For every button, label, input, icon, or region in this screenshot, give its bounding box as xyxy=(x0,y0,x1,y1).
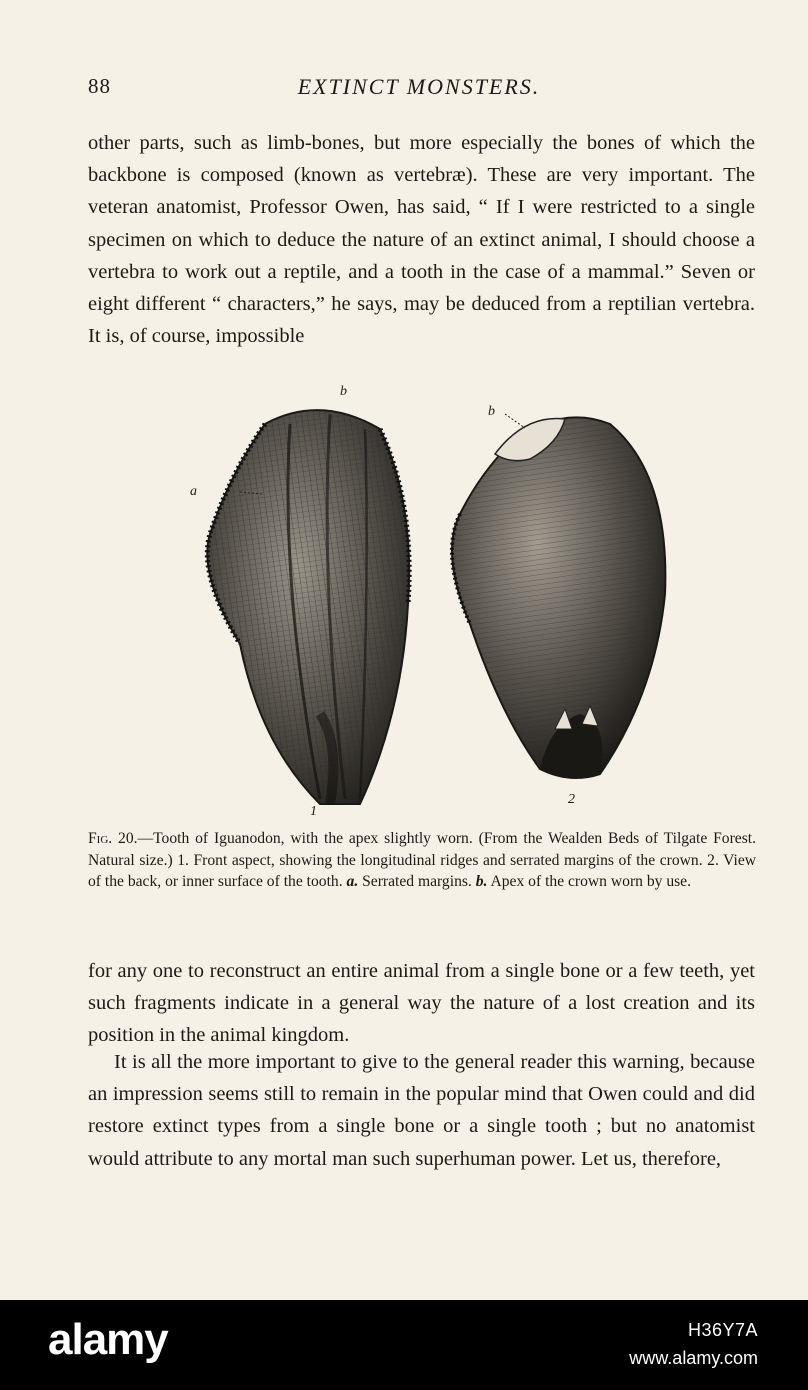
label-1: 1 xyxy=(310,804,317,819)
alamy-logo: alamy xyxy=(48,1315,168,1364)
caption-letter-a: a. xyxy=(346,873,359,891)
watermark-footer xyxy=(0,1300,808,1390)
caption-text-a: Serrated margins. xyxy=(362,873,472,891)
running-title: EXTINCT MONSTERS. xyxy=(297,74,541,99)
label-b-top: b xyxy=(340,384,347,399)
paragraph-2: for any one to reconstruct an entire animal from a single bone or a few teeth, yet such fragments indicate in a general way the nature of a lost creation and its position in the animal kingdom. xyxy=(88,960,755,1047)
figure-number: Fig. 20. xyxy=(88,830,138,847)
caption-text: —Tooth of Iguanodon, with the apex slightly worn. (From the Wealden Beds of Tilgate Forest. Natural size.) 1. Front aspect, showing the longitudinal ridges and serrated margins of the crown. 2. View of the back, or inner surface of the tooth. xyxy=(88,830,756,891)
image-id: H36Y7A xyxy=(687,1320,758,1340)
paragraph-3: It is all the more important to give to the general reader this warning, because an impression seems still to remain in the popular mind that Owen could and did restore extinct types from a single bone or a single tooth ; but no anatomist would attribute to any mortal man such superhuman power. Let us, therefore, xyxy=(88,1051,755,1170)
tooth-back-aspect xyxy=(452,417,665,778)
label-b-right: b xyxy=(488,404,495,419)
paragraph-1: other parts, such as limb-bones, but more especially the bones of which the backbone is composed (known as vertebræ). These are very important. The veteran anatomist, Professor Owen, has said, “ If I were restricted to a single specimen on which to deduce the nature of an extinct animal, I should choose a vertebra to work out a reptile, and a tooth in the case of a mammal.” Seven or eight different “ characters,” he says, may be deduced from a reptilian vertebra. It is, of course, impossible xyxy=(88,132,755,348)
tooth-front-aspect xyxy=(207,410,409,804)
tooth-illustration xyxy=(170,384,690,814)
site-url: www.alamy.com xyxy=(629,1348,758,1368)
caption-letter-b: b. xyxy=(475,873,488,891)
figure-caption xyxy=(88,828,756,893)
caption-text-b: Apex of the crown worn by use. xyxy=(490,873,692,891)
label-2: 2 xyxy=(568,792,575,807)
page-number: 88 xyxy=(88,74,111,98)
label-a: a xyxy=(190,484,197,499)
figure-iguanodon-tooth xyxy=(170,384,690,819)
